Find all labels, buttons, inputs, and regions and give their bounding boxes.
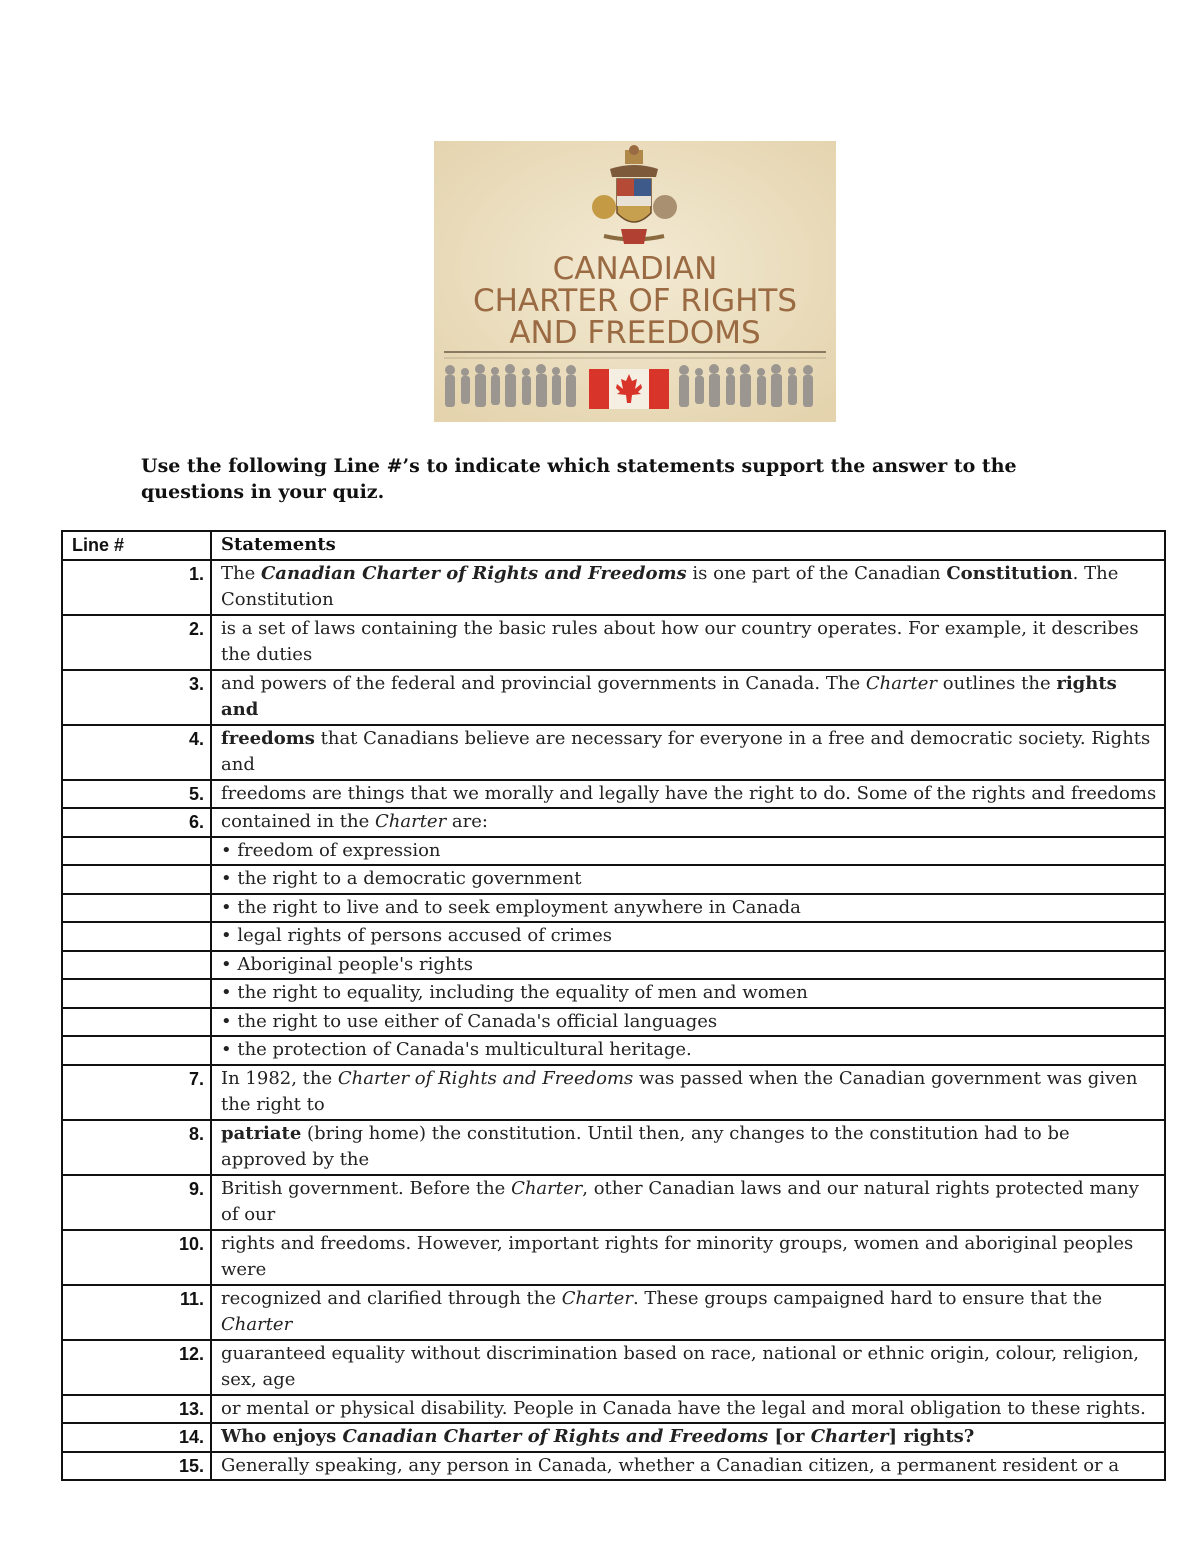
statement-segment: • the right to live and to seek employment anywhere in Canada (221, 896, 801, 918)
line-number: 10. (62, 1230, 211, 1285)
statement-text (211, 808, 1165, 837)
statement-segment: In 1982, the (221, 1067, 338, 1089)
statement-segment: • the right to equality, including the equality of men and women (221, 982, 808, 1003)
statement-segment: (bring home) the constitution. Until then, any changes to the constitution had to be approved by the (221, 1122, 1070, 1170)
statement-segment: rights and (221, 672, 1117, 720)
line-number-header: Line # (62, 531, 211, 560)
table-row (62, 951, 1165, 980)
statement-segment: guaranteed equality without discrimination based on race, national or ethnic origin, colour, religion, sex, age (221, 1342, 1140, 1390)
statement-segment: [or (768, 1426, 811, 1447)
line-number: 8. (62, 1120, 211, 1175)
statement-text (211, 1120, 1165, 1175)
line-number: 1. (62, 560, 211, 615)
table-row (62, 1036, 1165, 1065)
line-number (62, 951, 211, 980)
statement-text (211, 1285, 1165, 1340)
statement-segment: • the right to a democratic government (221, 868, 582, 889)
statement-text (211, 1008, 1165, 1037)
statement-segment: Charter (511, 1177, 583, 1199)
line-number (62, 979, 211, 1008)
instructions-text: Use the following Line #’s to indicate which statements support the answer to the questions in your quiz. (141, 455, 1017, 503)
statement-segment: rights and freedoms. However, important rights for minority groups, women and aboriginal peoples were (221, 1232, 1134, 1280)
statement-segment: The (221, 562, 261, 584)
line-number: 3. (62, 670, 211, 725)
statement-text (211, 1175, 1165, 1230)
logo-title-line-2: CHARTER OF RIGHTS (472, 283, 798, 319)
line-number: 6. (62, 808, 211, 837)
table-row (62, 1285, 1165, 1340)
statement-segment: . These groups campaigned hard to ensure that the (632, 1287, 1103, 1309)
line-number: 9. (62, 1175, 211, 1230)
logo-title-line-1: CANADIAN (552, 251, 718, 287)
table-row (62, 1423, 1165, 1452)
table-row (62, 865, 1165, 894)
table-row (62, 1065, 1165, 1120)
statements-table (61, 530, 1166, 1481)
table-row (62, 837, 1165, 866)
statement-segment: • the protection of Canada's multicultural heritage. (221, 1039, 692, 1060)
table-row (62, 1395, 1165, 1424)
statement-segment: Generally speaking, any person in Canada, whether a Canadian citizen, a permanent resident or a (221, 1454, 1120, 1476)
table-row (62, 1452, 1165, 1481)
line-number: 12. (62, 1340, 211, 1395)
statement-segment: are: (446, 811, 488, 832)
statement-text (211, 1340, 1165, 1395)
statement-segment: • Aboriginal people's rights (221, 953, 473, 975)
table-row (62, 894, 1165, 923)
table-row (62, 979, 1165, 1008)
table-row (62, 1340, 1165, 1395)
statement-segment: patriate (221, 1122, 302, 1144)
statement-segment: freedoms are things that we morally and legally have the right to do. Some of the rights and freedoms (221, 782, 1157, 804)
statement-segment: or mental or physical disability. People in Canada have the legal and moral obligation to these rights. (221, 1397, 1146, 1419)
statement-segment: Charter (375, 811, 447, 832)
line-number (62, 1036, 211, 1065)
statement-text (211, 1065, 1165, 1120)
statement-segment: outlines the (937, 672, 1057, 694)
statement-segment: Charter of Rights and Freedoms (337, 1067, 634, 1089)
table-row (62, 922, 1165, 951)
table-row (62, 808, 1165, 837)
line-number (62, 837, 211, 866)
statement-segment: ] rights? (888, 1426, 975, 1447)
statement-text (211, 615, 1165, 670)
statement-text (211, 1423, 1165, 1452)
statement-text (211, 894, 1165, 923)
table-header-row (62, 531, 1165, 560)
line-number (62, 922, 211, 951)
line-number (62, 1008, 211, 1037)
line-number: 4. (62, 725, 211, 780)
statement-segment: , other Canadian laws and our natural rights protected many of our (221, 1177, 1139, 1225)
statement-segment: • freedom of expression (221, 839, 441, 861)
statement-segment: • the right to use either of Canada's official languages (221, 1010, 718, 1032)
statement-segment: that Canadians believe are necessary for everyone in a free and democratic society. Rights and (221, 727, 1151, 775)
statement-segment: contained in the (221, 811, 375, 832)
line-number: 14. (62, 1423, 211, 1452)
statement-segment: Charter (865, 672, 938, 694)
charter-logo (434, 141, 836, 422)
statement-segment: recognized and clarified through the (221, 1287, 562, 1309)
canadian-flag-icon (589, 369, 669, 409)
statement-text (211, 1452, 1165, 1481)
statement-segment: Charter (561, 1287, 633, 1309)
table-row (62, 1230, 1165, 1285)
statement-segment: Who enjoys (221, 1426, 343, 1447)
statement-segment: and powers of the federal and provincial governments in Canada. The (221, 672, 866, 694)
statement-segment: . The Constitution (221, 562, 1119, 610)
statement-segment: Constitution (946, 562, 1073, 584)
table-row (62, 615, 1165, 670)
table-row (62, 1175, 1165, 1230)
line-number (62, 894, 211, 923)
statement-text (211, 670, 1165, 725)
statement-text (211, 780, 1165, 809)
statement-segment: is one part of the Canadian (686, 562, 947, 584)
statement-text (211, 1395, 1165, 1424)
statement-segment: • legal rights of persons accused of crimes (221, 925, 613, 946)
statement-text (211, 725, 1165, 780)
statement-text (211, 560, 1165, 615)
line-number (62, 865, 211, 894)
statement-segment: Charter (810, 1426, 889, 1447)
line-number: 15. (62, 1452, 211, 1481)
line-number: 11. (62, 1285, 211, 1340)
table-row (62, 1120, 1165, 1175)
table-row (62, 780, 1165, 809)
line-number: 7. (62, 1065, 211, 1120)
statement-text (211, 837, 1165, 866)
statement-segment: Canadian Charter of Rights and Freedoms (342, 1426, 769, 1447)
table-row (62, 1008, 1165, 1037)
statements-table-body (62, 560, 1165, 1481)
logo-title-line-3: AND FREEDOMS (509, 315, 761, 351)
statement-text (211, 1230, 1165, 1285)
statement-segment: was passed when the Canadian government was given the right to (221, 1067, 1138, 1115)
statement-text (211, 951, 1165, 980)
statements-header: Statements (211, 531, 1165, 560)
statement-text (211, 922, 1165, 951)
statement-segment: British government. Before the (221, 1177, 512, 1199)
table-row (62, 670, 1165, 725)
statement-segment: Charter (221, 1314, 293, 1335)
statement-segment: is a set of laws containing the basic rules about how our country operates. For example, it describes the duties (221, 617, 1139, 665)
statement-text (211, 1036, 1165, 1065)
line-number: 5. (62, 780, 211, 809)
statement-segment: freedoms (221, 727, 315, 749)
line-number: 2. (62, 615, 211, 670)
statement-text (211, 865, 1165, 894)
table-row (62, 725, 1165, 780)
table-row (62, 560, 1165, 615)
statement-text (211, 979, 1165, 1008)
line-number: 13. (62, 1395, 211, 1424)
statement-segment: Canadian Charter of Rights and Freedoms (260, 562, 687, 584)
